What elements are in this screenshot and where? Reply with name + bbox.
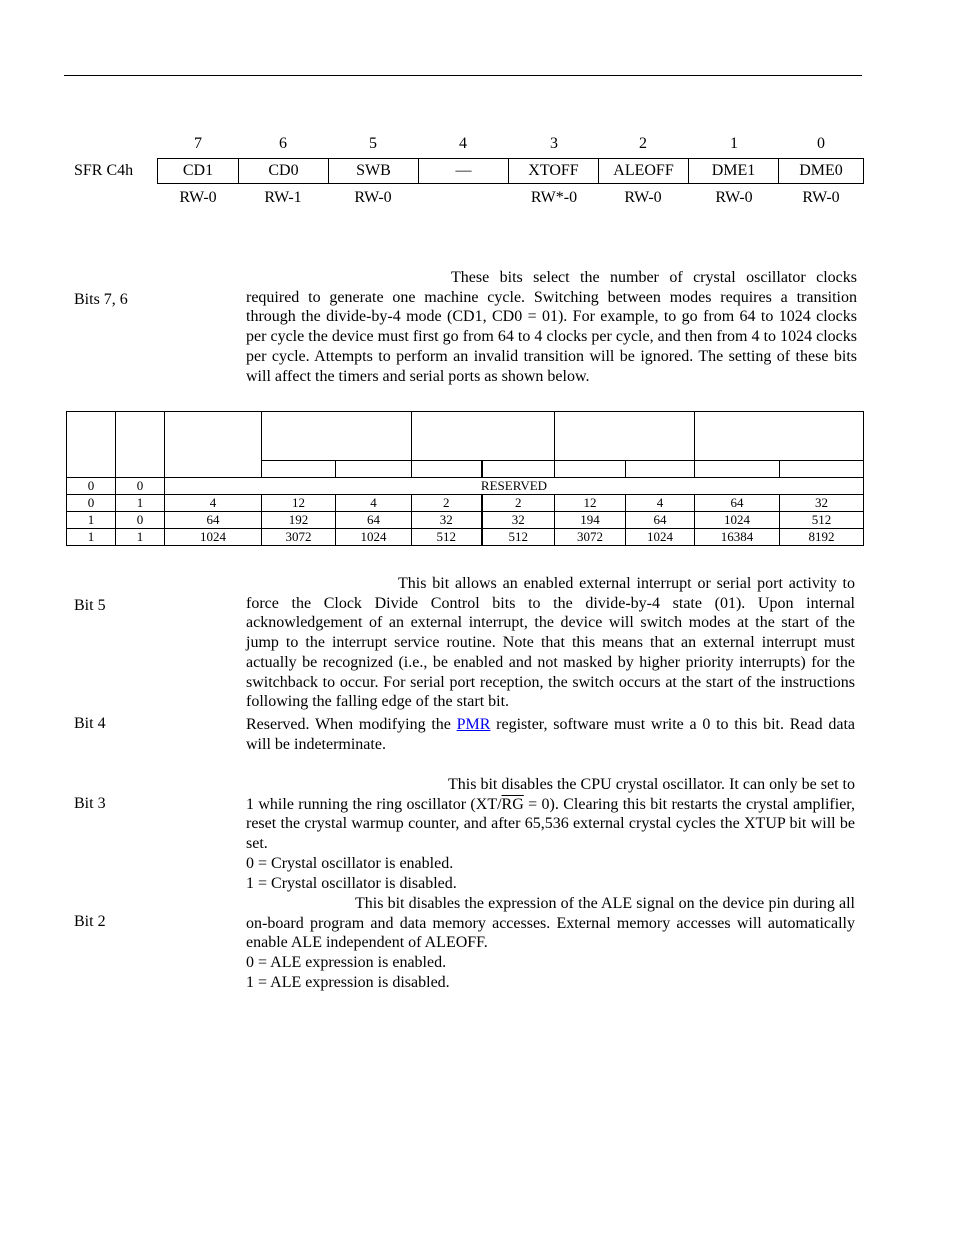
register-access: RW-0 [802, 189, 840, 206]
bit-number: 7 [194, 135, 202, 152]
table-cell: 64 [165, 512, 262, 529]
table-cell: 64 [695, 495, 780, 512]
bit-3-label: Bit 3 [74, 795, 106, 812]
table-cell: 512 [482, 529, 555, 546]
register-access: RW-0 [624, 189, 662, 206]
bit-number: 0 [817, 135, 825, 152]
bit-2-label: Bit 2 [74, 913, 106, 930]
table-cell: 4 [165, 495, 262, 512]
table-cell: 64 [336, 512, 412, 529]
bits-7-6-description: These bits select the number of crystal oscillator clocks required to generate one machine cycle. Switching between modes requires a transition through the divide-by-4 mode (CD1, CD0 = 01). For example, to go from 64 to 1024 clocks per cycle the device must first go from 64 to 4 clocks per cycle, and then from 4 to 1024 clocks per cycle. Attempts to perform an invalid transition will be ignored. The setting of these bits will affect the timers and serial ports as shown below. [246, 269, 857, 385]
table-cell: 2 [482, 495, 555, 512]
table-cell: 0 [116, 512, 165, 529]
table-cell: 1024 [165, 529, 262, 546]
rg-overline-text: $\overline{RG}$ [501, 795, 524, 813]
table-cell: 32 [482, 512, 555, 529]
register-bit-name: DME1 [689, 159, 779, 184]
reserved-cell: RESERVED [165, 478, 864, 495]
table-cell: 1 [67, 512, 116, 529]
bit-3-text-after: = 0). Clearing this bit restarts the crystal amplifier, reset the crystal warmup counter, and after 65,536 external crystal cycles the XTUP bit will be set. [246, 795, 855, 853]
register-access: RW-0 [354, 189, 392, 206]
sfr-address-label: SFR C4h [74, 162, 134, 179]
table-cell: 4 [626, 495, 695, 512]
table-cell: 1 [116, 495, 165, 512]
table-cell: 3072 [555, 529, 626, 546]
bit-4-label: Bit 4 [74, 715, 106, 732]
table-cell: 194 [555, 512, 626, 529]
table-cell: 1024 [626, 529, 695, 546]
table-cell: 12 [555, 495, 626, 512]
bit-3-value-0: 0 = Crystal oscillator is enabled. [246, 855, 454, 872]
table-cell: 512 [780, 512, 864, 529]
bit-3-description [246, 775, 855, 854]
bits-7-6-label: Bits 7, 6 [74, 291, 128, 308]
bit-number: 1 [730, 135, 738, 152]
register-access: RW-1 [264, 189, 302, 206]
bit-3-text-before: This bit disables the CPU crystal oscillator. It can only be set to 1 while running the ring oscillator (XT/ [246, 776, 855, 813]
table-cell: 1 [116, 529, 165, 546]
table-cell: 32 [780, 495, 864, 512]
bit-3-value-1: 1 = Crystal oscillator is disabled. [246, 875, 457, 892]
table-row [67, 529, 864, 546]
register-bit-name: CD1 [158, 159, 239, 184]
table-cell: 3072 [262, 529, 336, 546]
table-cell: 1024 [695, 512, 780, 529]
register-access: RW-0 [715, 189, 753, 206]
table-row [67, 512, 864, 529]
register-bit-table [157, 158, 864, 184]
table-cell: 192 [262, 512, 336, 529]
table-cell: 16384 [695, 529, 780, 546]
bit-2-value-0: 0 = ALE expression is enabled. [246, 954, 447, 971]
register-access: RW-0 [179, 189, 217, 206]
table-cell: 2 [412, 495, 482, 512]
bit-4-text-after: register, software must write a 0 to this bit. Read data will be indeterminate. [246, 716, 855, 753]
table-cell: 64 [626, 512, 695, 529]
bit-5-label: Bit 5 [74, 597, 106, 614]
register-bit-name: — [419, 159, 509, 184]
table-cell: 8192 [780, 529, 864, 546]
table-row [67, 495, 864, 512]
pmr-link[interactable]: PMR [456, 716, 491, 733]
bit-4-description [246, 715, 855, 754]
table-row [67, 478, 864, 495]
table-cell: 512 [412, 529, 482, 546]
table-cell: 4 [336, 495, 412, 512]
register-bit-name: DME0 [779, 159, 864, 184]
register-bit-name: ALEOFF [599, 159, 689, 184]
register-bit-name: SWB [329, 159, 419, 184]
table-cell: 0 [67, 478, 116, 495]
bit-2-value-1: 1 = ALE expression is disabled. [246, 974, 450, 991]
bit-number: 2 [639, 135, 647, 152]
register-bit-name: CD0 [239, 159, 329, 184]
bit-number: 4 [459, 135, 467, 152]
table-cell: 1 [67, 529, 116, 546]
table-cell: 1024 [336, 529, 412, 546]
bit-number: 3 [550, 135, 558, 152]
table-cell: 32 [412, 512, 482, 529]
table-cell: 0 [116, 478, 165, 495]
bit-5-description: This bit allows an enabled external interrupt or serial port activity to force the Clock Divide Control bits to the divide-by-4 state (01). Upon internal acknowledgement of an external interrupt, the device will switch modes at the start of the jump to the interrupt service routine. Note that this means that an external interrupt must actually be recognized (i.e., be enabled and not masked by higher priority interrupts) for the switchback to occur. For serial port reception, the switch occurs at the start of the instructions following the falling edge of the start bit. [246, 575, 855, 711]
register-access: RW*-0 [530, 189, 578, 206]
header-rule [64, 75, 862, 76]
bit-number: 6 [279, 135, 287, 152]
table-cell: 12 [262, 495, 336, 512]
bit-2-description: This bit disables the expression of the ALE signal on the device pin during all on-board program and data memory accesses. External memory accesses will automatically enable ALE independent of ALEOFF. [246, 895, 855, 952]
clock-divide-table [66, 411, 864, 546]
bit-number: 5 [369, 135, 377, 152]
bit-4-text-before: Reserved. When modifying the [246, 716, 457, 733]
register-bit-name: XTOFF [509, 159, 599, 184]
table-cell: 0 [67, 495, 116, 512]
